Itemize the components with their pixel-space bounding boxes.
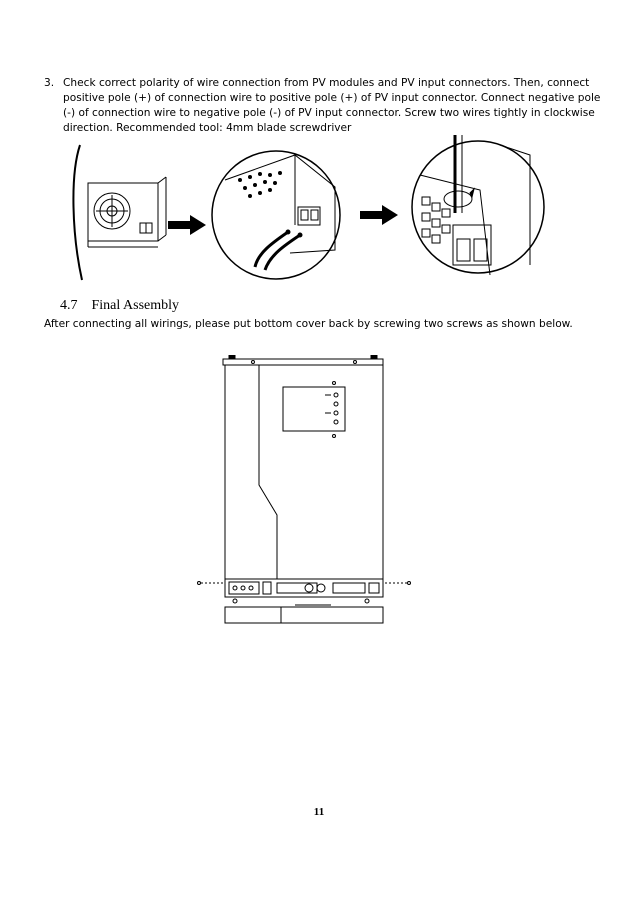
pv-connection-figure bbox=[60, 135, 560, 285]
page-number: 11 bbox=[313, 806, 325, 818]
step-3 bbox=[44, 76, 604, 136]
arrow-right-icon bbox=[168, 215, 206, 235]
section-heading bbox=[60, 298, 179, 314]
screwdriver-detail bbox=[412, 135, 544, 275]
step-number: 3. bbox=[44, 77, 55, 89]
final-assembly-figure bbox=[195, 355, 415, 630]
section-title: Final Assembly bbox=[91, 298, 180, 313]
section-number: 4.7 bbox=[60, 298, 78, 313]
inverter-front-view bbox=[198, 355, 411, 623]
inverter-side-view bbox=[73, 145, 166, 280]
pv-connector-detail bbox=[212, 151, 340, 279]
step-text: Check correct polarity of wire connection from PV modules and PV input connectors. Then, connect positive pole (+) of connection wire to positive pole (+) of PV input connector. Connect negative pole (-) of connection wire to negative pole (-) of PV input connector. Screw two wires tightly in clockwise direction. Recommended tool: 4mm blade screwdriver bbox=[63, 77, 601, 134]
arrow-right-icon bbox=[360, 205, 398, 225]
assembly-instruction: After connecting all wirings, please put bottom cover back by screwing two screws as shown below. bbox=[44, 318, 573, 330]
